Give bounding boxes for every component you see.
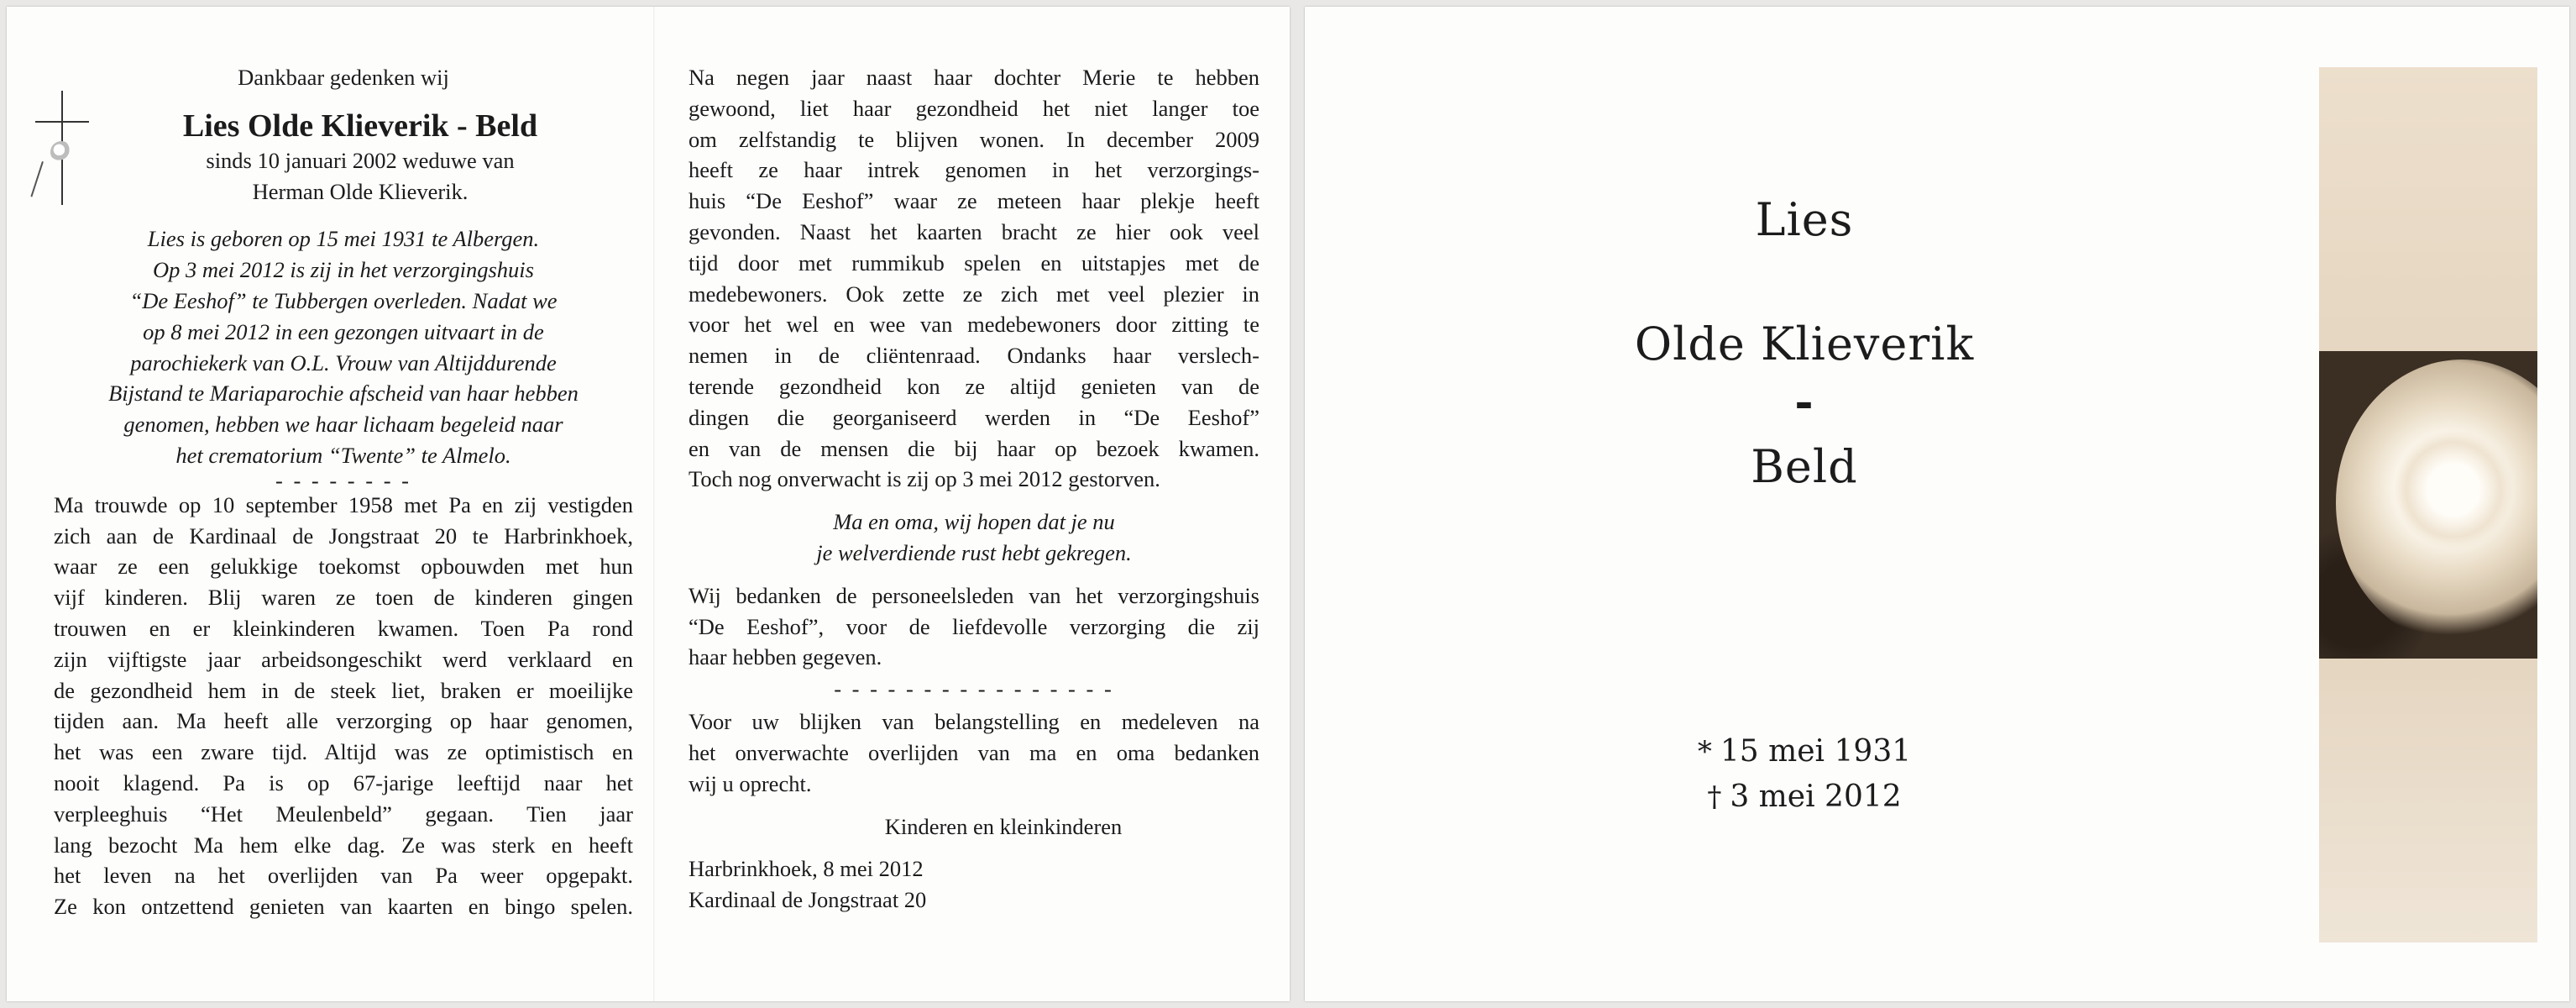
cover-dash: - [1794,375,1814,428]
deceased-name: Lies Olde Klieverik - Beld [182,108,538,144]
birth-star-icon: * [1697,735,1712,769]
birth-line [1305,729,2304,774]
cover-maiden-name: Beld [1751,440,1858,493]
story-line: het leven na het overlijden van Pa weer opgepakt. [54,863,633,889]
story-line: Ma trouwde op 10 september 1958 met Pa en zij vestigden [54,491,633,517]
inner-spread [7,7,1290,1001]
bio-line: Op 3 mei 2012 is zij in het verzorgingshuis [153,257,534,283]
story-line: tijd door met rummikub spelen en uitstapjes met de [689,249,1259,276]
thanks-line: Wij bedanken de personeelsleden van het verzorgingshuis [689,582,1259,608]
story-line: terende gezondheid kon ze altijd genieten van de [689,373,1259,399]
bio-line: genomen, hebben we haar lichaam begeleid naar [123,412,563,438]
story-line: huis “De Eeshof” waar ze meteen haar plekje heeft [689,188,1259,214]
cover-dates [1305,729,2304,820]
story-line: verpleeghuis “Het Meulenbeld” gegaan. Tien jaar [54,801,633,827]
thanks-sympathy [689,706,1259,799]
story-line: heeft ze haar intrek genomen in het verzorgings- [689,157,1259,183]
place-date: Harbrinkhoek, 8 mei 2012 [689,856,924,882]
story-line: lang bezocht Ma hem elke dag. Ze was sterk en heeft [54,832,633,858]
quote-line: Ma en oma, wij hopen dat je nu [833,509,1115,535]
bio-line: parochiekerk van O.L. Vrouw van Altijddurende [130,349,557,375]
death-line [1305,774,2304,820]
story-line: nooit klagend. Pa is op 67-jarige leeftijd naar het [54,769,633,795]
thanks-care-home [689,580,1259,673]
quote-line: je welverdiende rust hebt gekregen. [816,539,1132,565]
story-line: zijn vijftigste jaar arbeidsongeschikt werd verklaard en [54,646,633,672]
thanks-line: “De Eeshof”, voor de liefdevolle verzorging die zij [689,613,1259,639]
thanks-line: haar hebben gegeven. [689,644,882,670]
story-line: tijden aan. Ma heeft alle verzorging op haar genomen, [54,708,633,734]
life-story-continued [689,62,1259,495]
story-line: om zelfstandig te blijven wonen. In december 2009 [689,126,1259,152]
fold-line [653,7,655,1001]
front-cover [1305,7,2569,1001]
bio-line: Lies is geboren op 15 mei 1931 te Albergen. [147,226,540,252]
story-line: vijf kinderen. Blij waren ze toen de kinderen gingen [54,585,633,611]
husband-line: Herman Olde Klieverik. [252,178,469,204]
cover-first-name: Lies [1755,193,1854,246]
rose-photo [2319,351,2537,659]
bio-line: “De Eeshof” te Tubbergen overleden. Nadat we [129,287,558,313]
thanks-line: wij u oprecht. [689,770,812,796]
intro-text: Dankbaar gedenken wij [238,65,449,90]
life-story [54,490,633,922]
story-line: nemen in de cliëntenraad. Ondanks haar verslech- [689,343,1259,369]
bio-block [54,223,633,470]
story-line: medebewoners. Ook zette ze zich met veel plezier in [689,281,1259,307]
story-line: trouwen en er kleinkinderen kwamen. Toen Pa rond [54,615,633,641]
divider: - - - - - - - - [275,467,411,493]
story-line: dingen die georganiseerd werden in “De Eeshof” [689,404,1259,430]
story-line: gevonden. Naast het kaarten bracht ze hier ook veel [689,218,1259,244]
address: Kardinaal de Jongstraat 20 [689,887,927,913]
death-date: 3 mei 2012 [1730,780,1902,814]
story-line: Toch nog onverwacht is zij op 3 mei 2012 gestorven. [689,466,1160,492]
bio-line: Bijstand te Mariaparochie afscheid van haar hebben [108,381,579,407]
cover-surname: Olde Klieverik [1634,318,1975,370]
divider: - - - - - - - - - - - - - - - - [834,676,1114,702]
story-line: waar ze een gelukkige toekomst opbouwden met hun [54,554,633,580]
story-line: zich aan de Kardinaal de Jongstraat 20 te Harbrinkhoek, [54,522,633,549]
story-line: en van de mensen die bij haar op bezoek kwamen. [689,435,1259,461]
thanks-line: Voor uw blijken van belangstelling en medeleven na [689,709,1259,735]
left-column [54,62,633,922]
family-signature: Kinderen en kleinkinderen [884,813,1123,839]
story-line: gewoond, liet haar gezondheid het niet langer toe [689,95,1259,121]
middle-column [689,62,1259,916]
story-line: Na negen jaar naast haar dochter Merie te hebben [689,65,1259,90]
birth-date: 15 mei 1931 [1720,734,1912,769]
death-cross-icon: † [1707,780,1722,814]
bio-line: op 8 mei 2012 in een gezongen uitvaart in de [143,318,544,344]
story-line: de gezondheid hem in de steek liet, braken er moeilijke [54,677,633,703]
farewell-quote [689,507,1259,569]
story-line: voor het wel en wee van medebewoners door zitting te [689,312,1259,338]
bio-line: het crematorium “Twente” te Almelo. [175,442,511,468]
story-line: Ze kon ontzettend genieten van kaarten en bingo spelen. [54,894,633,920]
widow-line: sinds 10 januari 2002 weduwe van [206,147,515,173]
thanks-line: het onverwachte overlijden van ma en oma bedanken [689,739,1259,765]
story-line: het was een zware tijd. Altijd was ze optimistisch en [54,739,633,765]
